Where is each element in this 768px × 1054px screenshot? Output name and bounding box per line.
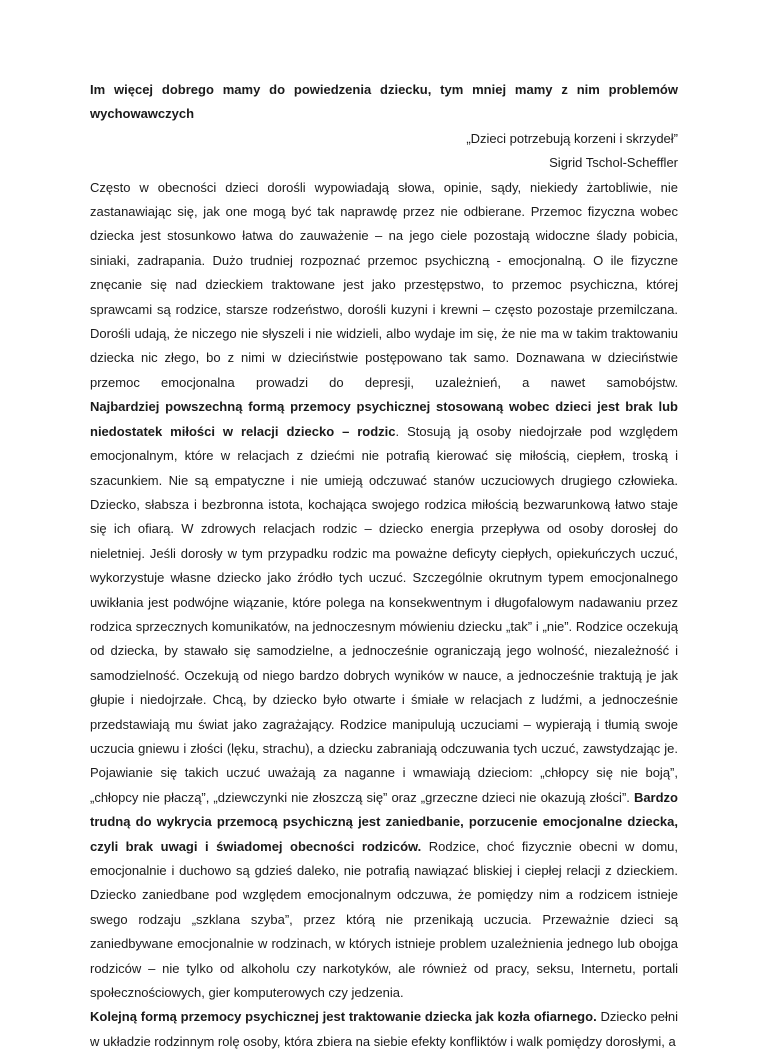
- text-scapegoat: Dziecko pełni w układzie rodzinnym rolę osoby, która zbiera na siebie efekty konfliktów i walk pomiędzy dorosłymi, a: [90, 1009, 678, 1049]
- text-lack-of-love: . Stosują ją osoby niedojrzałe pod względem emocjonalnym, które w relacjach z dziećmi nie potrafią kierować się miłością, ciepłem, troską i szacunkiem. Nie są empatyczne i nie umieją odczuwać stanów uczuciowych drugiego człowieka. Dziecko, słabsza i bezbronna istota, kochająca swojego rodzica miłością bezwarunkową łatwo staje się ich ofiarą. W zdrowych relacjach rodzic – dziecko energia przepływa od osoby dorosłej do nieletniej. Jeśli dorosły w tym przypadku rodzic ma poważne deficyty ciepłych, opiekuńczych uczuć, wykorzystuje własne dziecko jako źródło tych uczuć. Szczególnie okrutnym typem emocjonalnego uwikłania jest podwójne wiązanie, które polega na konsekwentnym i długofalowym nadawaniu przez rodzica sprzecznych komunikatów, na jednoczesnym mówieniu dziecku „tak” i „nie”. Rodzice oczekują od dziecka, by stawało się samodzielne, a jednocześnie ograniczają jego wolność, niezależność i samodzielność. Oczekują od niego bardzo dobrych wyników w nauce, a jednocześnie traktują je jak głupie i niedojrzałe. Chcą, by dziecko było otwarte i śmiałe w relacjach z ludźmi, a jednocześnie przedstawiają mu świat jako zagrażający. Rodzice manipulują uczuciami – wypierają i tłumią swoje uczucia gniewu i złości (lęku, strachu), a dziecku zabraniają odczuwania tych uczuć, zawstydzając je. Pojawianie się takich uczuć uważają za naganne i wmawiają dzieciom: „chłopcy się nie boją”, „chłopcy nie płaczą”, „dziewczynki nie złoszczą się” oraz „grzeczne dzieci nie okazują złości”.: [90, 423, 678, 805]
- paragraph-lack-of-love: [90, 395, 678, 1005]
- heading-neglect: Bardzo trudną do wykrycia przemocą psychiczną jest zaniedbanie, porzucenie emocjonalne dziecka, czyli brak uwagi i świadomej obecności rodziców.: [90, 789, 678, 854]
- document-page: [90, 78, 678, 1054]
- epigraph-author: Sigrid Tschol-Scheffler: [549, 155, 678, 171]
- paragraph-scapegoat: [90, 1005, 678, 1054]
- heading-lack-of-love: Najbardziej powszechną formą przemocy psychicznej stosowaną wobec dzieci jest brak lub niedostatek miłości w relacji dziecko – rodzic: [90, 399, 678, 439]
- paragraph-intro: Często w obecności dzieci dorośli wypowiadają słowa, opinie, sądy, niekiedy żartobliwie, nie zastanawiając się, jak one mogą być tak naprawdę przez nie odbierane. Przemoc fizyczna wobec dziecka jest stosunkowo łatwa do zauważenie – na jego ciele pozostają widoczne ślady pobicia, siniaki, zadrapania. Dużo trudniej rozpoznać przemoc psychiczną - emocjonalną. O ile fizyczne znęcanie się nad dzieckiem traktowane jest jako przestępstwo, to przemoc psychiczna, której sprawcami są rodzice, starsze rodzeństwo, dorośli kuzyni i krewni – często pozostaje przemilczana. Dorośli udają, że niczego nie słyszeli i nie widzieli, albo wydaje im się, że nie ma w takim traktowaniu dziecka nic złego, bo z nimi w dzieciństwie postępowano tak samo. Doznawana w dzieciństwie przemoc emocjonalna prowadzi do depresji, uzależnień, a nawet samobójstw.: [90, 179, 678, 390]
- document-title: Im więcej dobrego mamy do powiedzenia dziecku, tym mniej mamy z nim problemów wychowawczych: [90, 82, 678, 122]
- heading-scapegoat: Kolejną formą przemocy psychicznej jest traktowanie dziecka jak kozła ofiarnego.: [90, 1009, 597, 1025]
- text-neglect: Rodzice, choć fizycznie obecni w domu, emocjonalnie i duchowo są gdzieś daleko, nie potrafią nawiązać bliskiej i ciepłej relacji z dzieckiem. Dziecko zaniedbane pod względem emocjonalnym odczuwa, że pomiędzy nim a rodzicem istnieje swego rodzaju „szklana szyba”, przez którą nie przenikają uczucia. Przeważnie dzieci są zaniedbywane emocjonalnie w rodzinach, w których istnieje problem uzależnienia jednego lub obojga rodziców – nie tylko od alkoholu czy narkotyków, ale również od pracy, seksu, Internetu, portali społecznościowych, gier komputerowych czy jedzenia.: [90, 838, 678, 1001]
- epigraph-book: „Dzieci potrzebują korzeni i skrzydeł”: [466, 130, 678, 146]
